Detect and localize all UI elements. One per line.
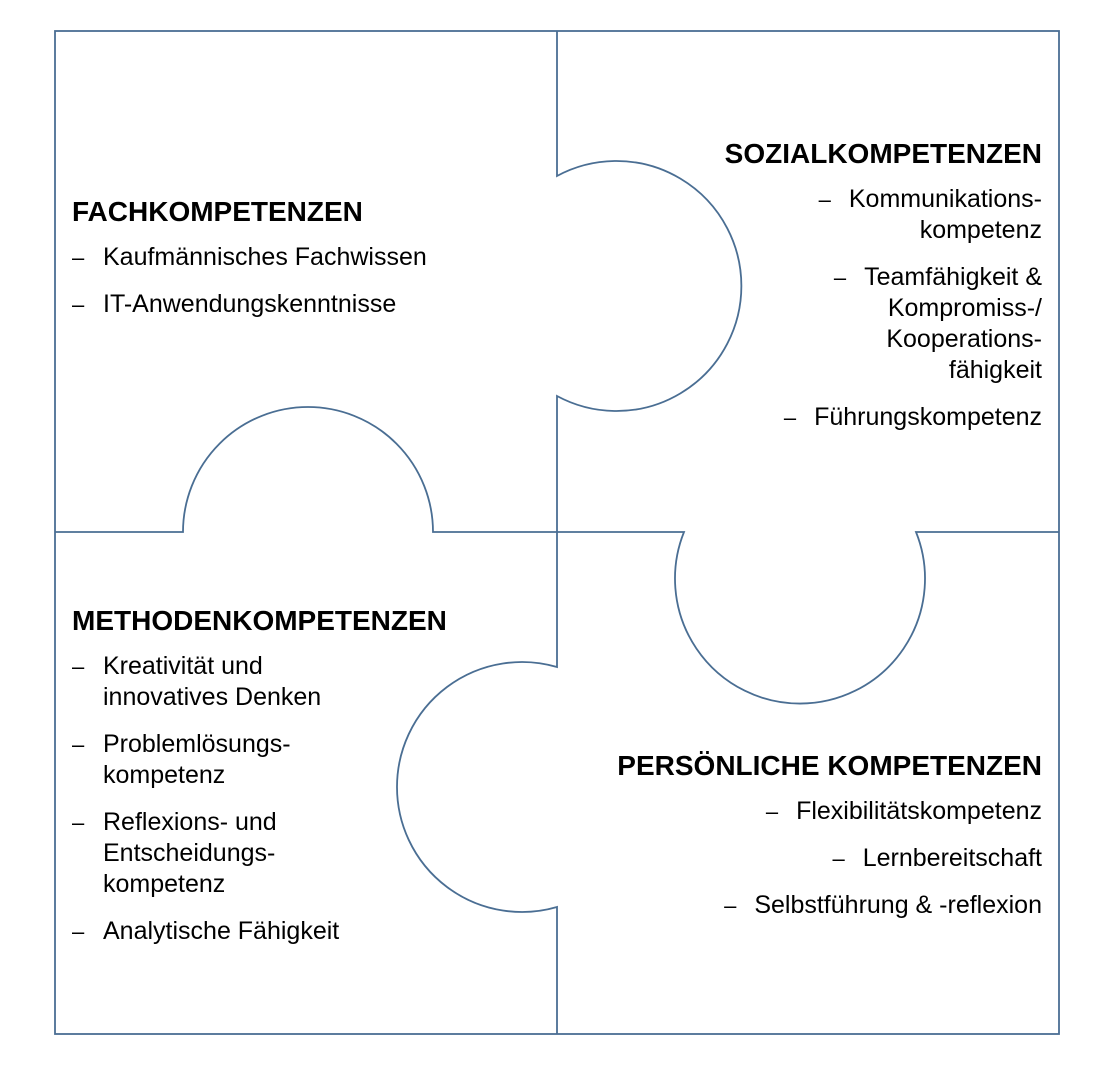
divider-left — [55, 407, 557, 532]
list-item: – Kreativität und innovatives Denken — [72, 651, 532, 713]
quadrant-title: METHODENKOMPETENZEN — [72, 605, 447, 636]
quadrant-sozialkompetenzen — [642, 136, 1042, 433]
quadrant-title: FACHKOMPETENZEN — [72, 196, 363, 227]
quadrant-persoenliche-kompetenzen — [542, 748, 1042, 921]
list-item: – Kaufmännisches Fachwissen — [72, 242, 532, 273]
list-item: – Führungskompetenz — [783, 403, 1042, 431]
divider-right — [557, 532, 1059, 704]
quadrant-title: SOZIALKOMPETENZEN — [724, 138, 1042, 169]
list-item: – Analytische Fähigkeit — [72, 916, 532, 947]
list-item: – Problemlösungs- kompetenz — [72, 729, 532, 791]
list-item: – Flexibilitätskompetenz — [765, 797, 1042, 825]
quadrant-methodenkompetenzen — [72, 603, 532, 947]
list-item: – Lernbereitschaft — [832, 844, 1042, 872]
list-item: – IT-Anwendungskenntnisse — [72, 289, 532, 320]
quadrant-fachkompetenzen — [72, 194, 532, 320]
list-item: – Reflexions- und Entscheidungs- kompetenz — [72, 807, 532, 900]
list-item: – Teamfähigkeit & Kompromiss-/ Kooperations- fähigkeit — [833, 263, 1042, 384]
list-item: – Kommunikations- kompetenz — [818, 185, 1042, 244]
quadrant-title: PERSÖNLICHE KOMPETENZEN — [617, 750, 1042, 781]
list-item: – Selbstführung & -reflexion — [724, 891, 1042, 919]
